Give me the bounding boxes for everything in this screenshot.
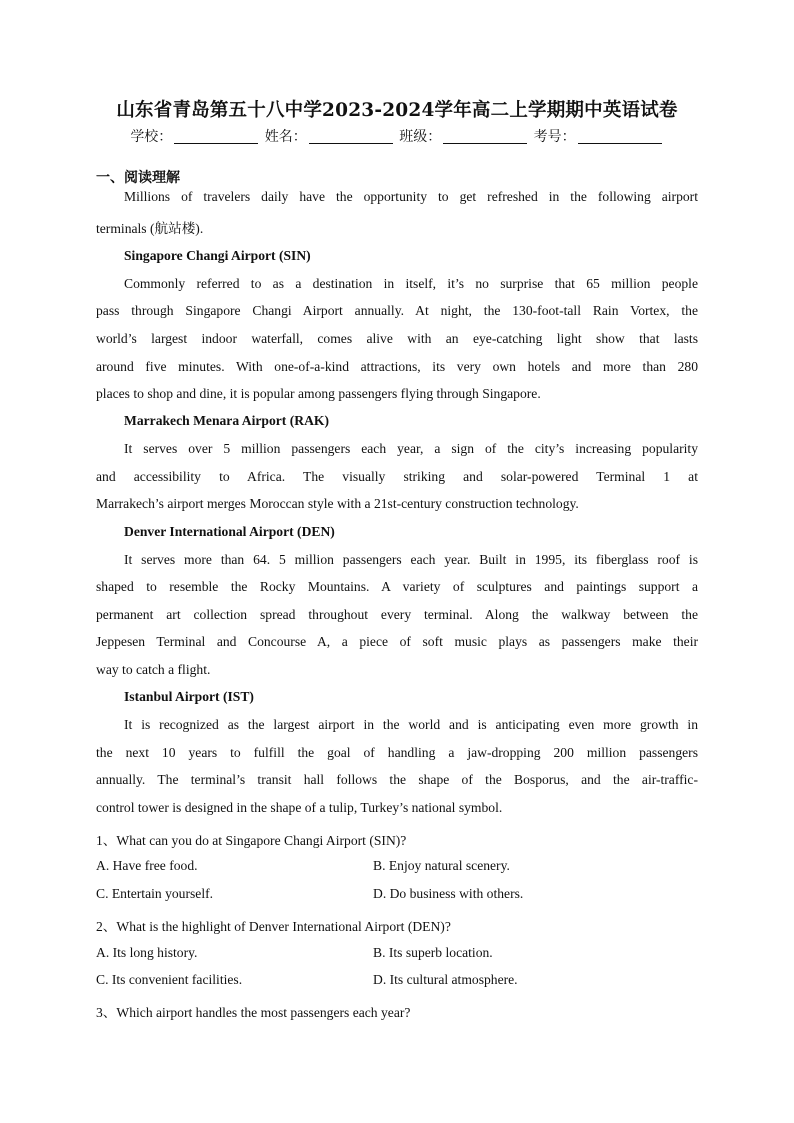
passage-line: world’s largest indoor waterfall, comes alive with an eye-catching light show that lasts bbox=[96, 331, 698, 346]
passage-line: Commonly referred to as a destination in itself, it’s no surprise that 65 million people bbox=[124, 276, 698, 291]
school-blank[interactable] bbox=[174, 129, 258, 144]
passage-line: the next 10 years to fulfill the goal of handling a jaw-dropping 200 million passengers bbox=[96, 745, 698, 760]
answer-option[interactable]: C. Its convenient facilities. bbox=[96, 972, 243, 987]
passage-line: pass through Singapore Changi Airport annually. At night, the 130-foot-tall Rain Vortex, the bbox=[96, 303, 698, 318]
exam-title: 山东省青岛第五十八中学2023-2024学年高二上学期期中英语试卷 bbox=[116, 100, 678, 121]
section-heading: 一、阅读理解 bbox=[96, 170, 180, 186]
answer-option[interactable]: D. Do business with others. bbox=[373, 886, 524, 901]
passage-line: Millions of travelers daily have the opportunity to get refreshed in the following airport bbox=[124, 189, 698, 204]
answer-option[interactable]: A. Have free food. bbox=[96, 858, 198, 873]
answer-option[interactable]: B. Its superb location. bbox=[373, 945, 493, 960]
passage-line: around five minutes. With one-of-a-kind attractions, its very own hotels and more than 280 bbox=[96, 359, 698, 374]
name-label: 姓名： bbox=[264, 129, 307, 145]
exam-number-label: 考号： bbox=[533, 129, 576, 145]
passage-line: and accessibility to Africa. The visually striking and solar-powered Terminal 1 at bbox=[96, 469, 698, 484]
student-info-row bbox=[0, 126, 794, 146]
name-blank[interactable] bbox=[309, 129, 393, 144]
passage-line: terminals (航站楼). bbox=[96, 221, 204, 236]
passage-line: Jeppesen Terminal and Concourse A, a piece of soft music plays as passengers make their bbox=[96, 634, 698, 649]
class-label: 班级： bbox=[399, 129, 442, 145]
passage-line: annually. The terminal’s transit hall follows the shape of the Bosporus, and the air-traffic- bbox=[96, 772, 698, 787]
passage-line: places to shop and dine, it is popular among passengers flying through Singapore. bbox=[96, 386, 541, 401]
exam-number-blank[interactable] bbox=[578, 129, 662, 144]
airport-heading: Marrakech Menara Airport (RAK) bbox=[124, 413, 329, 428]
airport-heading: Istanbul Airport (IST) bbox=[124, 689, 254, 704]
answer-option[interactable]: B. Enjoy natural scenery. bbox=[373, 858, 510, 873]
class-blank[interactable] bbox=[443, 129, 527, 144]
school-label: 学校： bbox=[130, 129, 173, 145]
question-stem: 1、What can you do at Singapore Changi Airport (SIN)? bbox=[96, 833, 407, 848]
passage-line: Marrakech’s airport merges Moroccan style with a 21st-century construction technology. bbox=[96, 496, 579, 511]
question-stem: 2、What is the highlight of Denver International Airport (DEN)? bbox=[96, 919, 451, 934]
question-stem: 3、Which airport handles the most passengers each year? bbox=[96, 1005, 411, 1020]
passage-line: permanent art collection spread throughout every terminal. Along the walkway between the bbox=[96, 607, 698, 622]
passage-line: shaped to resemble the Rocky Mountains. A variety of sculptures and paintings support a bbox=[96, 579, 698, 594]
passage-line: It is recognized as the largest airport in the world and is anticipating even more growth in bbox=[124, 717, 698, 732]
answer-option[interactable]: A. Its long history. bbox=[96, 945, 198, 960]
passage-line: way to catch a flight. bbox=[96, 662, 211, 677]
passage-line: control tower is designed in the shape of a tulip, Turkey’s national symbol. bbox=[96, 800, 503, 815]
airport-heading: Singapore Changi Airport (SIN) bbox=[124, 248, 311, 263]
passage-line: It serves more than 64. 5 million passengers each year. Built in 1995, its fiberglass roof is bbox=[124, 552, 698, 567]
passage-line: It serves over 5 million passengers each year, a sign of the city’s increasing popularity bbox=[124, 441, 698, 456]
airport-heading: Denver International Airport (DEN) bbox=[124, 524, 335, 539]
answer-option[interactable]: D. Its cultural atmosphere. bbox=[373, 972, 518, 987]
answer-option[interactable]: C. Entertain yourself. bbox=[96, 886, 214, 901]
